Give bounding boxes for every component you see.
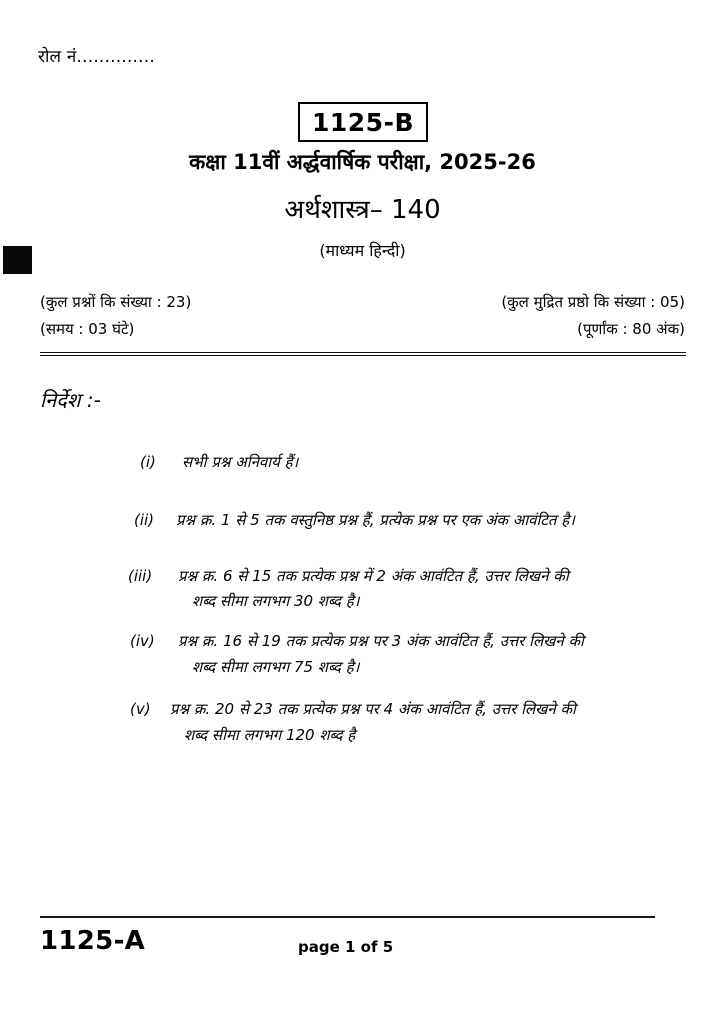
instruction-line-2: शब्द सीमा लगभग 75 शब्द है।: [192, 657, 360, 676]
instruction-item: [128, 697, 688, 749]
exam-time-label: (समय : 03 घंटे): [40, 320, 135, 338]
instruction-line-1: प्रश्न क्र. 6 से 15 तक प्रत्येक प्रश्न में 2 अंक आवंटित हैं, उत्तर लिखने की: [178, 566, 569, 585]
instructions-heading: निर्देश :-: [40, 388, 101, 412]
instruction-item: [128, 629, 688, 681]
medium-label: (माध्यम हिन्दी): [319, 241, 406, 260]
instruction-marker: (ii): [134, 510, 155, 529]
total-questions-label: (कुल प्रश्नों कि संख्या : 23): [40, 293, 192, 311]
instruction-marker: (v): [130, 699, 151, 718]
total-printed-pages-label: (कुल मुद्रित प्रष्ठो कि संख्या : 05): [501, 293, 685, 311]
instruction-line-1: प्रश्न क्र. 20 से 23 तक प्रत्येक प्रश्न पर 4 अंक आवंटित हैं, उत्तर लिखने की: [170, 699, 576, 718]
total-marks-label: (पूर्णांक : 80 अंक): [577, 320, 685, 338]
instruction-line-1: प्रश्न क्र. 1 से 5 तक वस्तुनिष्ठ प्रश्न हैं, प्रत्येक प्रश्न पर एक अंक आवंटित है।: [176, 510, 575, 529]
instruction-text: [170, 697, 688, 749]
instruction-item: [128, 564, 688, 616]
instruction-text: [178, 629, 688, 681]
instruction-item: [128, 450, 688, 476]
instruction-item: [128, 508, 688, 534]
roll-number-field[interactable]: रोल नं..............: [38, 47, 155, 67]
exam-title: कक्षा 11वीं अर्द्धवार्षिक परीक्षा, 2025-26: [189, 150, 536, 174]
subject-title: अर्थशास्त्र– 140: [284, 195, 441, 225]
meta-row-questions-pages: [40, 292, 685, 312]
paper-meta-block: [40, 292, 685, 346]
instruction-line-2: शब्द सीमा लगभग 120 शब्द है: [184, 725, 356, 744]
instruction-text: [178, 564, 688, 616]
instruction-text: [176, 508, 688, 534]
instruction-marker: (iii): [128, 566, 153, 585]
meta-row-time-marks: [40, 319, 685, 339]
instruction-marker: (iv): [130, 632, 155, 651]
instruction-line-1: सभी प्रश्न अनिवार्य हैं।: [182, 453, 299, 471]
meta-divider: [40, 352, 686, 356]
paper-code-text: 1125-B: [311, 107, 414, 137]
page-number-label: page 1 of 5: [298, 938, 394, 956]
paper-code-box: [298, 102, 428, 142]
instruction-line-1: प्रश्न क्र. 16 से 19 तक प्रत्येक प्रश्न पर 3 अंक आवंटित हैं, उत्तर लिखने की: [178, 632, 584, 651]
instructions-list: [128, 450, 688, 774]
footer-paper-code: 1125-A: [40, 926, 146, 956]
instruction-text: [182, 450, 688, 476]
instruction-marker: (i): [140, 453, 156, 471]
instruction-line-2: शब्द सीमा लगभग 30 शब्द है।: [192, 592, 360, 611]
footer-divider: [40, 916, 655, 918]
